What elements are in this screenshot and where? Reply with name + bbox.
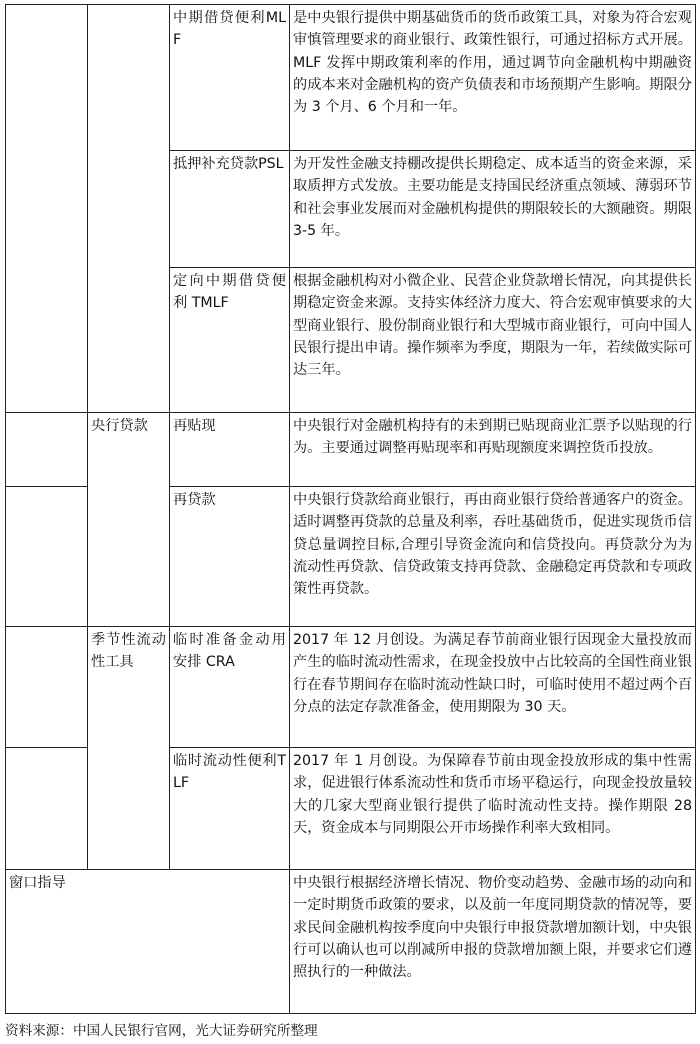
tool-name-cell: 抵押补充贷款PSL — [170, 151, 290, 268]
table-row — [6, 627, 696, 748]
category-cell — [6, 487, 88, 627]
category-cell — [6, 748, 88, 870]
category-cell — [6, 5, 88, 413]
tool-description-cell: 2017 年 12 月创设。为满足春节前商业银行因现金大量投放而产生的临时流动性需求，在现金投放中占比较高的全国性商业银行在春节期间存在临时流动性缺口时，可临时使用不超过两个百分点的法定存款准备金，使用期限为 30 天。 — [290, 627, 696, 748]
category-cell: 窗口指导 — [6, 870, 290, 1014]
tool-name-cell: 中期借贷便利MLF — [170, 5, 290, 151]
policy-tools-table — [5, 4, 696, 1014]
subcategory-cell — [88, 5, 170, 413]
tool-description-cell: 根据金融机构对小微企业、民营企业贷款增长情况，向其提供长期稳定资金来源。支持实体经济力度大、符合宏观审慎要求的大型商业银行、股份制商业银行和大型城市商业银行，可向中国人民银行提出申请。操作频率为季度，期限为一年，若续做实际可达三年。 — [290, 268, 696, 413]
table-row — [6, 5, 696, 151]
tool-name-cell: 临时准备金动用安排 CRA — [170, 627, 290, 748]
table-row — [6, 870, 696, 1014]
category-cell — [6, 627, 88, 748]
tool-name-cell: 临时流动性便利TLF — [170, 748, 290, 870]
subcategory-cell: 季节性流动性工具 — [88, 627, 170, 870]
tool-description-cell: 中央银行对金融机构持有的未到期已贴现商业汇票予以贴现的行为。主要通过调整再贴现率和再贴现额度来调控货币投放。 — [290, 413, 696, 487]
tool-description-cell: 为开发性金融支持棚改提供长期稳定、成本适当的资金来源，采取质押方式发放。主要功能是支持国民经济重点领域、薄弱环节和社会事业发展而对金融机构提供的期限较长的大额融资。期限3-5 年。 — [290, 151, 696, 268]
category-cell — [6, 413, 88, 487]
tool-name-cell: 再贷款 — [170, 487, 290, 627]
source-note: 资料来源：中国人民银行官网，光大证券研究所整理 — [5, 1023, 318, 1039]
tool-description-cell: 是中央银行提供中期基础货币的货币政策工具，对象为符合宏观审慎管理要求的商业银行、政策性银行，可通过招标方式开展。MLF 发挥中期政策利率的作用，通过调节向金融机构中期融资的成本来对金融机构的资产负债表和市场预期产生影响。期限分为 3 个月、6 个月和一年。 — [290, 5, 696, 151]
tool-name-cell: 定向中期借贷便利 TMLF — [170, 268, 290, 413]
tool-description-cell: 中央银行贷款给商业银行，再由商业银行贷给普通客户的资金。适时调整再贷款的总量及利率，吞吐基础货币，促进实现货币信贷总量调控目标,合理引导资金流向和信贷投向。再贷款分为为流动性再贷款、信贷政策支持再贷款、金融稳定再贷款和专项政策性再贷款。 — [290, 487, 696, 627]
tool-description-cell: 2017 年 1 月创设。为保障春节前由现金投放形成的集中性需求，促进银行体系流动性和货币市场平稳运行，向现金投放量较大的几家大型商业银行提供了临时流动性支持。操作期限 28 天，资金成本与同期限公开市场操作利率大致相同。 — [290, 748, 696, 870]
tool-description-cell: 中央银行根据经济增长情况、物价变动趋势、金融市场的动向和一定时期货币政策的要求，以及前一年度同期贷款的情况等，要求民间金融机构按季度向中央银行申报贷款增加额计划，中央银行可以确认也可以削减所申报的贷款增加额上限，并要求它们遵照执行的一种做法。 — [290, 870, 696, 1014]
subcategory-cell: 央行贷款 — [88, 413, 170, 627]
table-row — [6, 413, 696, 487]
tool-name-cell: 再贴现 — [170, 413, 290, 487]
